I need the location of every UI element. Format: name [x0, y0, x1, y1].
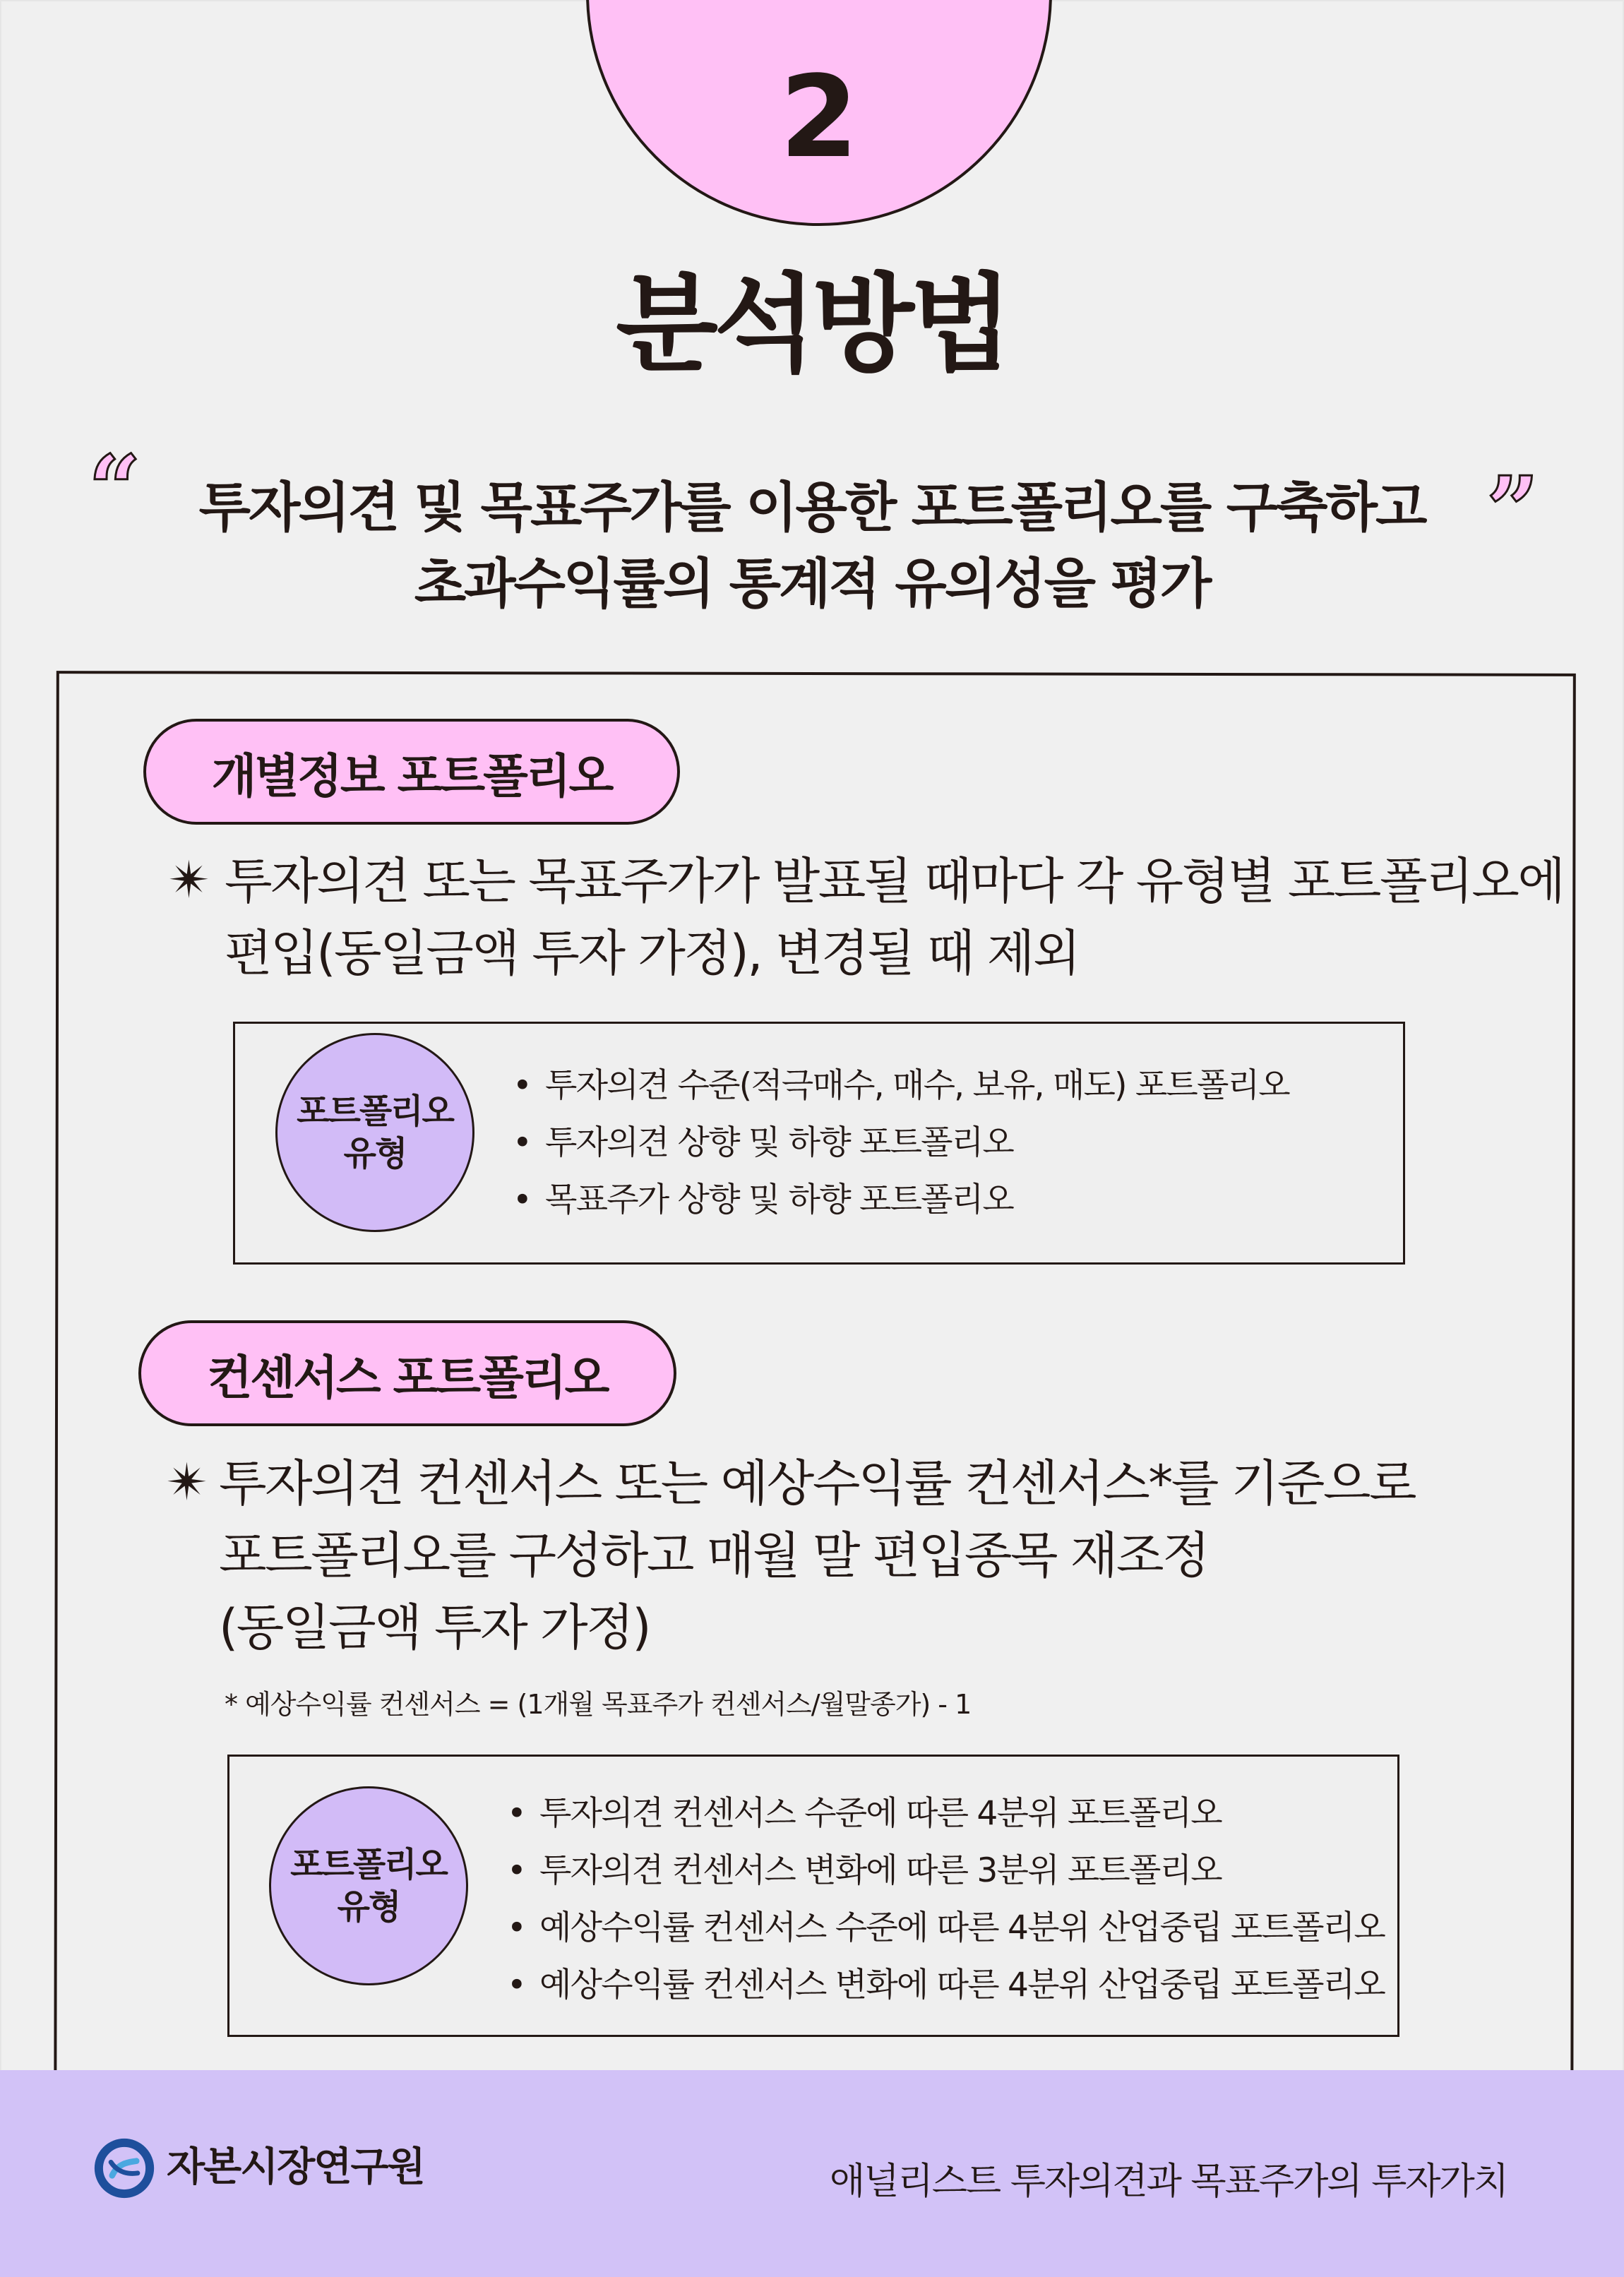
section-description [219, 1447, 1415, 1663]
page-title: 분석방법 [616, 263, 1008, 386]
organization-name: 자본시장연구원 [167, 2144, 424, 2190]
portfolio-type-box [233, 1022, 1405, 1265]
asterisk-icon: ✴ [166, 1452, 209, 1512]
description-line: 편입(동일금액 투자 가정), 변경될 때 제외 [225, 924, 1080, 982]
section-pill-consensus: 컨센서스 포트폴리오 [138, 1320, 676, 1426]
badge-line: 유형 [343, 1134, 407, 1173]
portfolio-type-badge [275, 1033, 474, 1232]
description-line: 투자의견 또는 목표주가가 발표될 때마다 각 유형별 포트폴리오에 [225, 852, 1564, 910]
list-item: • 예상수익률 컨센서스 변화에 따른 4분위 산업중립 포트폴리오 [507, 1956, 1385, 2014]
portfolio-type-box [227, 1755, 1399, 2037]
badge-line: 포트폴리오 [290, 1845, 447, 1884]
list-item: • 투자의견 컨센서스 변화에 따른 3분위 포트폴리오 [507, 1842, 1385, 1899]
list-item: • 투자의견 수준(적극매수, 매수, 보유, 매도) 포트폴리오 [513, 1057, 1289, 1114]
section-description [225, 845, 1564, 989]
portfolio-type-badge [269, 1786, 468, 1985]
list-item: • 예상수익률 컨센서스 수준에 따른 4분위 산업중립 포트폴리오 [507, 1899, 1385, 1956]
headline-line-1: 투자의견 및 목표주가를 이용한 포트폴리오를 구축하고 [198, 476, 1426, 539]
asterisk-icon: ✴ [168, 850, 211, 909]
list-item: • 투자의견 컨센서스 수준에 따른 4분위 포트폴리오 [507, 1785, 1385, 1842]
quote-open-icon: “ [88, 435, 141, 543]
list-item: • 투자의견 상향 및 하향 포트폴리오 [513, 1114, 1289, 1171]
headline [162, 470, 1462, 622]
step-circle [586, 0, 1052, 226]
section-pill-individual: 개별정보 포트폴리오 [143, 719, 680, 825]
portfolio-type-list [513, 1057, 1289, 1229]
badge-line: 포트폴리오 [297, 1092, 453, 1131]
headline-line-2: 초과수익률의 통계적 유의성을 평가 [414, 552, 1210, 615]
badge-line: 유형 [337, 1887, 400, 1927]
footnote: * 예상수익률 컨센서스 = (1개월 목표주가 컨센서스/월말종가) - 1 [225, 1689, 972, 1720]
report-title: 애널리스트 투자의견과 목표주가의 투자가치 [830, 2161, 1507, 2203]
kcmi-logo-icon [94, 2138, 155, 2199]
list-item: • 목표주가 상향 및 하향 포트폴리오 [513, 1171, 1289, 1229]
description-line: 투자의견 컨센서스 또는 예상수익률 컨센서스*를 기준으로 [219, 1454, 1416, 1512]
portfolio-type-list [507, 1785, 1385, 2014]
footer [0, 2070, 1624, 2277]
quote-close-icon: ” [1486, 456, 1539, 564]
description-line: (동일금액 투자 가정) [219, 1598, 650, 1656]
description-line: 포트폴리오를 구성하고 매월 말 편입종목 재조정 [219, 1526, 1209, 1584]
step-number: 2 [780, 51, 859, 183]
